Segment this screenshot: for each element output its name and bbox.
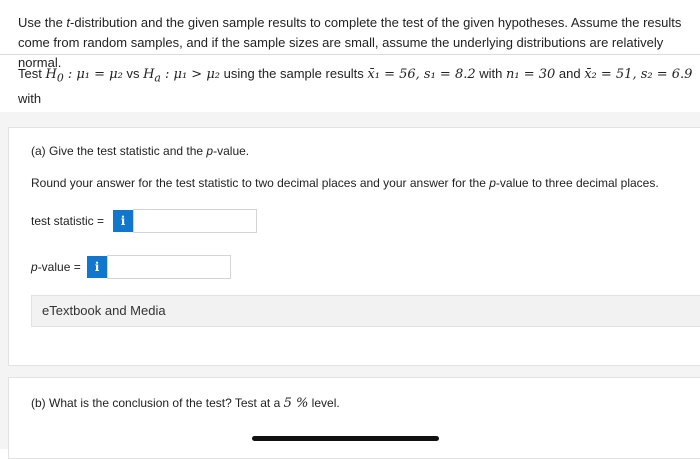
etextbook-media-button[interactable]: eTextbook and Media xyxy=(31,295,700,327)
test-statistic-label: test statistic = xyxy=(31,214,105,228)
part-a-card xyxy=(8,127,700,366)
p-value-label: p-value = xyxy=(31,260,81,274)
info-icon[interactable]: i xyxy=(113,210,133,232)
home-indicator xyxy=(252,436,439,441)
part-b-heading: (b) What is the conclusion of the test? Test at a 5 % level. xyxy=(31,396,340,411)
hypothesis-statement: Test $H_0$ : μ₁ = μ₂ vs $H_a$ : μ₁ > μ₂ using the sample results x̄₁ = 56, s₁ = 8.2 with n₁ = 30 and x̄₂ = 51, s₂ = 6.9 with xyxy=(18,66,693,106)
info-icon[interactable]: i xyxy=(87,256,107,278)
part-a-heading: (a) Give the test statistic and the p-value. xyxy=(31,144,250,158)
test-statistic-input[interactable] xyxy=(133,209,257,233)
p-value-input[interactable] xyxy=(107,255,231,279)
question-intro: Use the t-distribution and the given sample results to complete the test of the given hypotheses. Assume the results come from random samples, and if the sample sizes are small, assume the underlying distributions are relatively normal. xyxy=(18,15,682,70)
divider xyxy=(0,54,700,55)
part-b-card xyxy=(8,377,700,459)
rounding-instructions: Round your answer for the test statistic to two decimal places and your answer for the p-value to three decimal places. xyxy=(31,176,659,190)
